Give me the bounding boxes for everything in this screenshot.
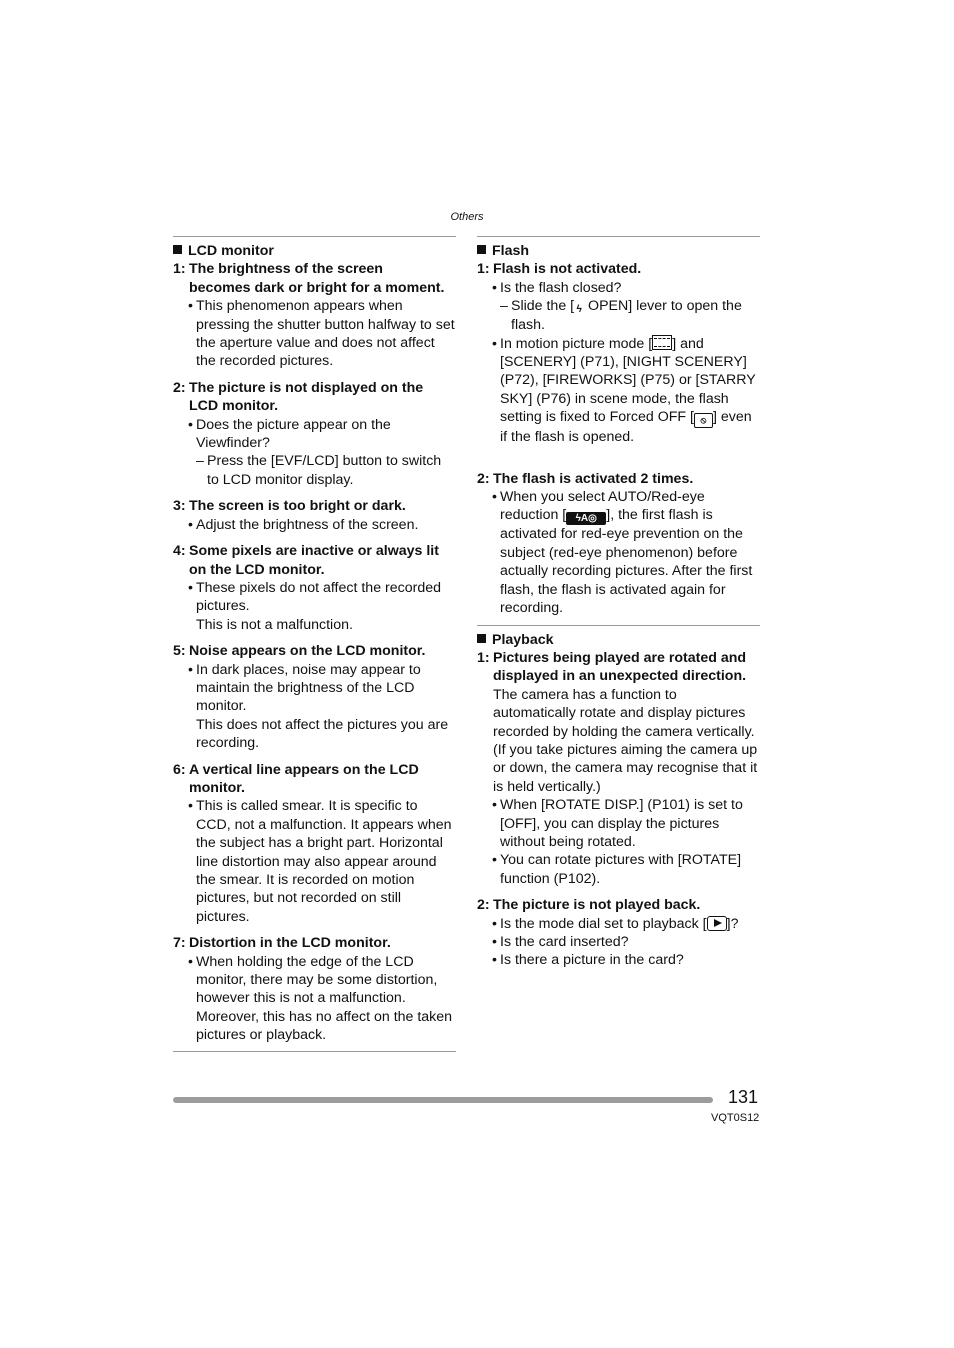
dash-item: – Press the [EVF/LCD] button to switch to LCD monitor display. — [196, 453, 442, 488]
bullet-item: • This is called smear. It is specific to CCD, not a malfunction. It appears when the subject has a bright part. Horizontal line distortion may also appear around the smear. It is recorded on motion pictures, but not recorded on still pictures. — [188, 798, 452, 925]
bullet-item: • Does the picture appear on the Viewfinder? — [188, 416, 391, 452]
bullet-item: • This phenomenon appears when pressing the shutter button halfway to set the aperture value and does not affect the recorded pictures. — [188, 298, 455, 370]
auto-red-eye-icon: ϟA◎ — [566, 512, 606, 525]
bullet-item: • When holding the edge of the LCD monitor, there may be some distortion, however this is not a malfunction. Moreover, this has no affect on the taken pictures or playback. — [188, 953, 453, 1044]
flash-icon: ϟ — [576, 304, 582, 316]
bullet-item: • When you select AUTO/Red-eye reduction [ ϟA◎ ], the first flash is activated for red-eye prevention on the subject (red-eye phenomenon) before actually recording pictures. After the first flash, the flash is activated again for recording. — [492, 489, 753, 617]
bullet-item: • Is the flash closed? — [492, 279, 622, 296]
bullet-item: • Is the mode dial set to playback [ ]? — [492, 915, 739, 932]
flash-question-2: 2: The flash is activated 2 times. — [477, 470, 694, 487]
top-rule — [477, 236, 760, 237]
page-number: 131 — [728, 1087, 759, 1107]
paragraph: (If you take pictures aiming the camera up or down, the camera may recognise that it is held vertically.) — [493, 741, 758, 795]
right-column — [477, 236, 760, 970]
question-6: 6: A vertical line appears on the LCD monitor. — [173, 761, 419, 796]
bullet-item: • When [ROTATE DISP.] (P101) is set to [OFF], you can display the pictures without being rotated. — [492, 797, 743, 850]
question-2: 2: The picture is not displayed on the LCD monitor. — [173, 379, 424, 415]
question-1: 1: The brightness of the screen becomes dark or bright for a moment. — [173, 261, 445, 296]
question-4: 4: Some pixels are inactive or always lit on the LCD monitor. — [173, 543, 439, 578]
document-code: VQT0S12 — [711, 1112, 760, 1124]
bullet-item: • In dark places, noise may appear to maintain the brightness of the LCD monitor. — [188, 661, 421, 715]
playback-question-1: 1: Pictures being played are rotated and displayed in an unexpected direction. — [477, 649, 747, 685]
paragraph: The camera has a function to automatically rotate and display pictures recorded by holding the camera vertically. — [493, 686, 755, 740]
continuation-text: This does not affect the pictures you are recording. — [196, 716, 449, 752]
bullet-item: • Adjust the brightness of the screen. — [188, 516, 419, 533]
dash-item: – Slide the [ ϟ OPEN] lever to open the flash. — [500, 298, 742, 334]
left-column — [173, 236, 456, 1052]
top-rule — [173, 236, 456, 237]
bullet-item: • You can rotate pictures with [ROTATE] function (P102). — [492, 852, 742, 887]
question-7: 7: Distortion in the LCD monitor. — [173, 935, 391, 952]
playback-question-2: 2: The picture is not played back. — [477, 897, 701, 914]
continuation-text: This is not a malfunction. — [196, 616, 353, 633]
question-5: 5: Noise appears on the LCD monitor. — [173, 643, 426, 660]
section-title-lcd: LCD monitor — [173, 242, 456, 260]
flash-question-1: 1: Flash is not activated. — [477, 261, 642, 278]
running-head: Others — [450, 211, 484, 223]
question-3: 3: The screen is too bright or dark. — [173, 498, 406, 515]
bullet-item: • These pixels do not affect the recorded pictures. — [188, 579, 442, 615]
motion-picture-icon — [652, 335, 672, 350]
bullet-item: • Is the card inserted? — [492, 934, 629, 950]
bullet-item: • In motion picture mode [ ] and [SCENERY] (P71), [NIGHT SCENERY] (P72), [FIREWORKS] (P75) or [STARRY SKY] (P76) in scene mode, the flash setting is fixed to Forced OFF [ ⦸ ] even if the flash is opened. — [492, 335, 756, 446]
flash-forced-off-icon: ⦸ — [694, 413, 713, 428]
section-title-playback: Playback — [477, 631, 760, 649]
footer-bar — [173, 1097, 713, 1103]
playback-icon — [707, 916, 727, 931]
bottom-rule — [173, 1051, 456, 1052]
bullet-item: • Is there a picture in the card? — [492, 952, 684, 969]
square-bullet-icon — [477, 634, 486, 643]
section-title-flash: Flash — [477, 242, 760, 260]
square-bullet-icon — [477, 245, 486, 254]
square-bullet-icon — [173, 245, 182, 254]
section-rule — [477, 625, 760, 626]
